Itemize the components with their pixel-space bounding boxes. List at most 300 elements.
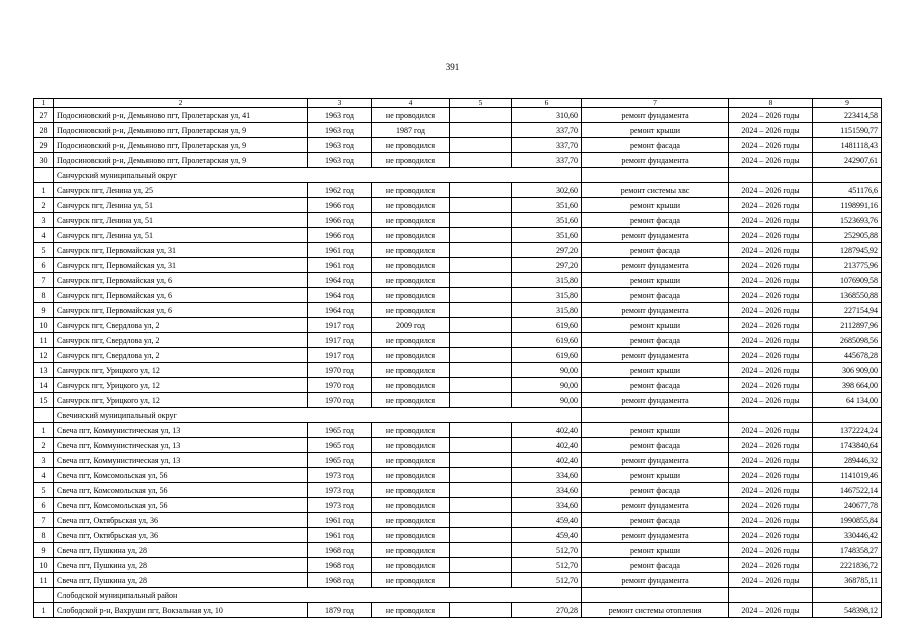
area-cell: 270,28 [512,603,582,618]
table-row [34,303,882,318]
section-blank-cell [34,408,54,423]
period-cell: 2024 – 2026 годы [729,288,813,303]
table-row [34,423,882,438]
build-year-cell: 1970 год [308,363,372,378]
build-year-cell: 1966 год [308,198,372,213]
period-cell: 2024 – 2026 годы [729,423,813,438]
area-cell: 402,40 [512,438,582,453]
column-5-cell [450,183,512,198]
cost-cell: 289446,32 [813,453,882,468]
table-row [34,528,882,543]
build-year-cell: 1973 год [308,468,372,483]
period-cell: 2024 – 2026 годы [729,183,813,198]
last-repair-cell: не проводился [372,393,450,408]
table-row [34,603,882,618]
row-number-cell: 9 [34,543,54,558]
build-year-cell: 1963 год [308,123,372,138]
column-5-cell [450,258,512,273]
address-cell: Свеча пгт, Коммунистическая ул, 13 [54,453,308,468]
row-number-cell: 5 [34,243,54,258]
row-number-cell: 12 [34,348,54,363]
row-number-cell: 13 [34,363,54,378]
column-5-cell [450,363,512,378]
column-5-cell [450,498,512,513]
work-type-cell: ремонт фундамента [582,153,729,168]
column-5-cell [450,228,512,243]
address-cell: Санчурск пгт, Ленина ул, 51 [54,198,308,213]
column-number-3: 3 [308,99,372,108]
address-cell: Свеча пгт, Пушкина ул, 28 [54,543,308,558]
work-type-cell: ремонт фундамента [582,453,729,468]
table-row [34,228,882,243]
period-cell: 2024 – 2026 годы [729,528,813,543]
last-repair-cell: не проводился [372,198,450,213]
column-5-cell [450,468,512,483]
build-year-cell: 1964 год [308,288,372,303]
table-row [34,438,882,453]
work-type-cell: ремонт фундамента [582,303,729,318]
column-number-5: 5 [450,99,512,108]
cost-cell: 398 664,00 [813,378,882,393]
cost-cell: 240677,78 [813,498,882,513]
last-repair-cell: 1987 год [372,123,450,138]
build-year-cell: 1917 год [308,348,372,363]
section-blank-cell [582,588,729,603]
area-cell: 351,60 [512,198,582,213]
section-blank-cell [813,588,882,603]
column-number-1: 1 [34,99,54,108]
work-type-cell: ремонт крыши [582,363,729,378]
address-cell: Санчурск пгт, Урицкого ул, 12 [54,363,308,378]
cost-cell: 1141019,46 [813,468,882,483]
capital-repair-table [33,98,882,618]
build-year-cell: 1964 год [308,303,372,318]
work-type-cell: ремонт фундамента [582,528,729,543]
row-number-cell: 5 [34,483,54,498]
build-year-cell: 1963 год [308,138,372,153]
build-year-cell: 1966 год [308,213,372,228]
last-repair-cell: не проводился [372,378,450,393]
last-repair-cell: не проводился [372,138,450,153]
build-year-cell: 1963 год [308,153,372,168]
table-row [34,153,882,168]
period-cell: 2024 – 2026 годы [729,123,813,138]
section-blank-cell [582,168,729,183]
area-cell: 334,60 [512,483,582,498]
address-cell: Свеча пгт, Коммунистическая ул, 13 [54,423,308,438]
address-cell: Свеча пгт, Октябрьская ул, 36 [54,513,308,528]
section-row [34,168,882,183]
last-repair-cell: не проводился [372,108,450,123]
column-5-cell [450,273,512,288]
period-cell: 2024 – 2026 годы [729,543,813,558]
cost-cell: 330446,42 [813,528,882,543]
row-number-cell: 27 [34,108,54,123]
build-year-cell: 1970 год [308,393,372,408]
table-row [34,108,882,123]
build-year-cell: 1917 год [308,318,372,333]
period-cell: 2024 – 2026 годы [729,198,813,213]
row-number-cell: 2 [34,438,54,453]
column-5-cell [450,423,512,438]
section-title: Слободской муниципальный район [54,588,582,603]
table-row [34,483,882,498]
work-type-cell: ремонт фасада [582,513,729,528]
work-type-cell: ремонт фундамента [582,498,729,513]
area-cell: 315,80 [512,273,582,288]
column-5-cell [450,123,512,138]
period-cell: 2024 – 2026 годы [729,243,813,258]
area-cell: 297,20 [512,258,582,273]
section-row [34,408,882,423]
last-repair-cell: не проводился [372,453,450,468]
column-5-cell [450,558,512,573]
work-type-cell: ремонт крыши [582,543,729,558]
table-row [34,543,882,558]
last-repair-cell: не проводился [372,333,450,348]
cost-cell: 1743840,64 [813,438,882,453]
column-5-cell [450,153,512,168]
last-repair-cell: не проводился [372,573,450,588]
area-cell: 315,80 [512,288,582,303]
column-5-cell [450,108,512,123]
section-blank-cell [729,588,813,603]
row-number-cell: 2 [34,198,54,213]
period-cell: 2024 – 2026 годы [729,273,813,288]
section-title: Санчурский муниципальный округ [54,168,582,183]
row-number-cell: 11 [34,333,54,348]
period-cell: 2024 – 2026 годы [729,228,813,243]
build-year-cell: 1973 год [308,498,372,513]
area-cell: 90,00 [512,393,582,408]
table-row [34,363,882,378]
table-row [34,498,882,513]
row-number-cell: 6 [34,498,54,513]
last-repair-cell: не проводился [372,363,450,378]
address-cell: Свеча пгт, Комсомольская ул, 56 [54,468,308,483]
column-number-2: 2 [54,99,308,108]
row-number-cell: 28 [34,123,54,138]
table-row [34,558,882,573]
build-year-cell: 1965 год [308,423,372,438]
column-5-cell [450,333,512,348]
last-repair-cell: не проводился [372,258,450,273]
last-repair-cell: не проводился [372,273,450,288]
period-cell: 2024 – 2026 годы [729,513,813,528]
period-cell: 2024 – 2026 годы [729,498,813,513]
area-cell: 337,70 [512,123,582,138]
build-year-cell: 1965 год [308,438,372,453]
build-year-cell: 1970 год [308,378,372,393]
section-blank-cell [34,168,54,183]
cost-cell: 242907,61 [813,153,882,168]
last-repair-cell: не проводился [372,603,450,618]
period-cell: 2024 – 2026 годы [729,138,813,153]
build-year-cell: 1973 год [308,483,372,498]
work-type-cell: ремонт системы хвс [582,183,729,198]
build-year-cell: 1968 год [308,573,372,588]
last-repair-cell: не проводился [372,528,450,543]
table-row [34,393,882,408]
last-repair-cell: не проводился [372,288,450,303]
column-5-cell [450,378,512,393]
address-cell: Санчурск пгт, Первомайская ул, 31 [54,258,308,273]
build-year-cell: 1961 год [308,258,372,273]
cost-cell: 1287945,92 [813,243,882,258]
cost-cell: 451176,6 [813,183,882,198]
area-cell: 459,40 [512,513,582,528]
column-number-6: 6 [512,99,582,108]
address-cell: Свеча пгт, Пушкина ул, 28 [54,573,308,588]
cost-cell: 548398,12 [813,603,882,618]
column-5-cell [450,603,512,618]
cost-cell: 1076909,58 [813,273,882,288]
table-row [34,198,882,213]
row-number-cell: 14 [34,378,54,393]
area-cell: 337,70 [512,138,582,153]
row-number-cell: 10 [34,558,54,573]
cost-cell: 368785,11 [813,573,882,588]
build-year-cell: 1964 год [308,273,372,288]
last-repair-cell: не проводился [372,558,450,573]
period-cell: 2024 – 2026 годы [729,468,813,483]
address-cell: Санчурск пгт, Первомайская ул, 6 [54,303,308,318]
address-cell: Санчурск пгт, Ленина ул, 51 [54,228,308,243]
row-number-cell: 8 [34,528,54,543]
work-type-cell: ремонт фасада [582,483,729,498]
table-row [34,453,882,468]
row-number-cell: 9 [34,303,54,318]
cost-cell: 306 909,00 [813,363,882,378]
column-5-cell [450,573,512,588]
work-type-cell: ремонт фасада [582,558,729,573]
work-type-cell: ремонт фасада [582,243,729,258]
section-blank-cell [729,408,813,423]
last-repair-cell: не проводился [372,423,450,438]
area-cell: 297,20 [512,243,582,258]
column-5-cell [450,393,512,408]
area-cell: 402,40 [512,453,582,468]
work-type-cell: ремонт фундамента [582,258,729,273]
table-row [34,378,882,393]
period-cell: 2024 – 2026 годы [729,108,813,123]
work-type-cell: ремонт фундамента [582,228,729,243]
area-cell: 512,70 [512,558,582,573]
cost-cell: 252905,88 [813,228,882,243]
work-type-cell: ремонт фундамента [582,573,729,588]
address-cell: Санчурск пгт, Первомайская ул, 6 [54,288,308,303]
area-cell: 459,40 [512,528,582,543]
table-row [34,513,882,528]
period-cell: 2024 – 2026 годы [729,303,813,318]
last-repair-cell: не проводился [372,153,450,168]
column-5-cell [450,318,512,333]
build-year-cell: 1965 год [308,453,372,468]
row-number-cell: 1 [34,423,54,438]
address-cell: Подосиновский р-н, Демьяново пгт, Пролетарская ул, 9 [54,138,308,153]
last-repair-cell: 2009 год [372,318,450,333]
last-repair-cell: не проводился [372,228,450,243]
address-cell: Санчурск пгт, Урицкого ул, 12 [54,393,308,408]
column-5-cell [450,513,512,528]
table-row [34,573,882,588]
address-cell: Санчурск пгт, Свердлова ул, 2 [54,318,308,333]
cost-cell: 213775,96 [813,258,882,273]
row-number-cell: 3 [34,453,54,468]
column-5-cell [450,303,512,318]
cost-cell: 1198991,16 [813,198,882,213]
column-5-cell [450,438,512,453]
row-number-cell: 30 [34,153,54,168]
area-cell: 302,60 [512,183,582,198]
row-number-cell: 1 [34,183,54,198]
table-row [34,273,882,288]
build-year-cell: 1961 год [308,513,372,528]
section-blank-cell [729,168,813,183]
table-row [34,243,882,258]
build-year-cell: 1879 год [308,603,372,618]
work-type-cell: ремонт крыши [582,273,729,288]
column-5-cell [450,288,512,303]
work-type-cell: ремонт фундамента [582,393,729,408]
period-cell: 2024 – 2026 годы [729,363,813,378]
cost-cell: 2221836,72 [813,558,882,573]
work-type-cell: ремонт фасада [582,288,729,303]
row-number-cell: 29 [34,138,54,153]
section-blank-cell [813,168,882,183]
last-repair-cell: не проводился [372,303,450,318]
period-cell: 2024 – 2026 годы [729,153,813,168]
cost-cell: 223414,58 [813,108,882,123]
period-cell: 2024 – 2026 годы [729,333,813,348]
area-cell: 351,60 [512,213,582,228]
area-cell: 310,60 [512,108,582,123]
build-year-cell: 1968 год [308,543,372,558]
column-5-cell [450,243,512,258]
row-number-cell: 15 [34,393,54,408]
address-cell: Свеча пгт, Комсомольская ул, 56 [54,498,308,513]
section-blank-cell [34,588,54,603]
row-number-cell: 10 [34,318,54,333]
last-repair-cell: не проводился [372,348,450,363]
work-type-cell: ремонт крыши [582,423,729,438]
address-cell: Свеча пгт, Комсомольская ул, 56 [54,483,308,498]
period-cell: 2024 – 2026 годы [729,213,813,228]
area-cell: 619,60 [512,348,582,363]
row-number-cell: 7 [34,273,54,288]
cost-cell: 1151590,77 [813,123,882,138]
column-number-8: 8 [729,99,813,108]
area-cell: 351,60 [512,228,582,243]
column-5-cell [450,483,512,498]
table-row [34,348,882,363]
column-5-cell [450,198,512,213]
last-repair-cell: не проводился [372,183,450,198]
address-cell: Санчурск пгт, Урицкого ул, 12 [54,378,308,393]
period-cell: 2024 – 2026 годы [729,318,813,333]
table-row [34,318,882,333]
table-row [34,258,882,273]
period-cell: 2024 – 2026 годы [729,393,813,408]
work-type-cell: ремонт фундамента [582,348,729,363]
area-cell: 619,60 [512,333,582,348]
period-cell: 2024 – 2026 годы [729,348,813,363]
address-cell: Подосиновский р-н, Демьяново пгт, Пролетарская ул, 41 [54,108,308,123]
section-blank-cell [813,408,882,423]
table-row [34,123,882,138]
column-number-4: 4 [372,99,450,108]
row-number-cell: 11 [34,573,54,588]
area-cell: 315,80 [512,303,582,318]
last-repair-cell: не проводился [372,213,450,228]
address-cell: Санчурск пгт, Первомайская ул, 6 [54,273,308,288]
work-type-cell: ремонт фасада [582,138,729,153]
page-number: 391 [445,62,460,72]
address-cell: Слободской р-н, Вахруши пгт, Вокзальная ул, 10 [54,603,308,618]
last-repair-cell: не проводился [372,483,450,498]
area-cell: 334,60 [512,468,582,483]
cost-cell: 1467522,14 [813,483,882,498]
table-row [34,213,882,228]
address-cell: Свеча пгт, Коммунистическая ул, 13 [54,438,308,453]
last-repair-cell: не проводился [372,243,450,258]
build-year-cell: 1968 год [308,558,372,573]
row-number-cell: 6 [34,258,54,273]
build-year-cell: 1961 год [308,528,372,543]
build-year-cell: 1917 год [308,333,372,348]
work-type-cell: ремонт крыши [582,123,729,138]
last-repair-cell: не проводился [372,438,450,453]
section-row [34,588,882,603]
work-type-cell: ремонт крыши [582,198,729,213]
table-row [34,333,882,348]
section-blank-cell [582,408,729,423]
area-cell: 90,00 [512,378,582,393]
column-5-cell [450,453,512,468]
cost-cell: 1748358,27 [813,543,882,558]
period-cell: 2024 – 2026 годы [729,378,813,393]
last-repair-cell: не проводился [372,468,450,483]
work-type-cell: ремонт системы отопления [582,603,729,618]
row-number-cell: 4 [34,468,54,483]
address-cell: Санчурск пгт, Свердлова ул, 2 [54,348,308,363]
period-cell: 2024 – 2026 годы [729,453,813,468]
cost-cell: 1368550,88 [813,288,882,303]
address-cell: Свеча пгт, Октябрьская ул, 36 [54,528,308,543]
table-row [34,183,882,198]
area-cell: 619,60 [512,318,582,333]
row-number-cell: 4 [34,228,54,243]
column-number-row [34,99,882,108]
cost-cell: 64 134,00 [813,393,882,408]
last-repair-cell: не проводился [372,513,450,528]
address-cell: Подосиновский р-н, Демьяново пгт, Пролетарская ул, 9 [54,123,308,138]
table-row [34,138,882,153]
work-type-cell: ремонт фасада [582,438,729,453]
address-cell: Санчурск пгт, Ленина ул, 25 [54,183,308,198]
row-number-cell: 8 [34,288,54,303]
area-cell: 512,70 [512,573,582,588]
work-type-cell: ремонт фасада [582,378,729,393]
area-cell: 334,60 [512,498,582,513]
build-year-cell: 1962 год [308,183,372,198]
cost-cell: 2112897,96 [813,318,882,333]
work-type-cell: ремонт крыши [582,318,729,333]
cost-cell: 1523693,76 [813,213,882,228]
table-row [34,468,882,483]
row-number-cell: 1 [34,603,54,618]
address-cell: Свеча пгт, Пушкина ул, 28 [54,558,308,573]
